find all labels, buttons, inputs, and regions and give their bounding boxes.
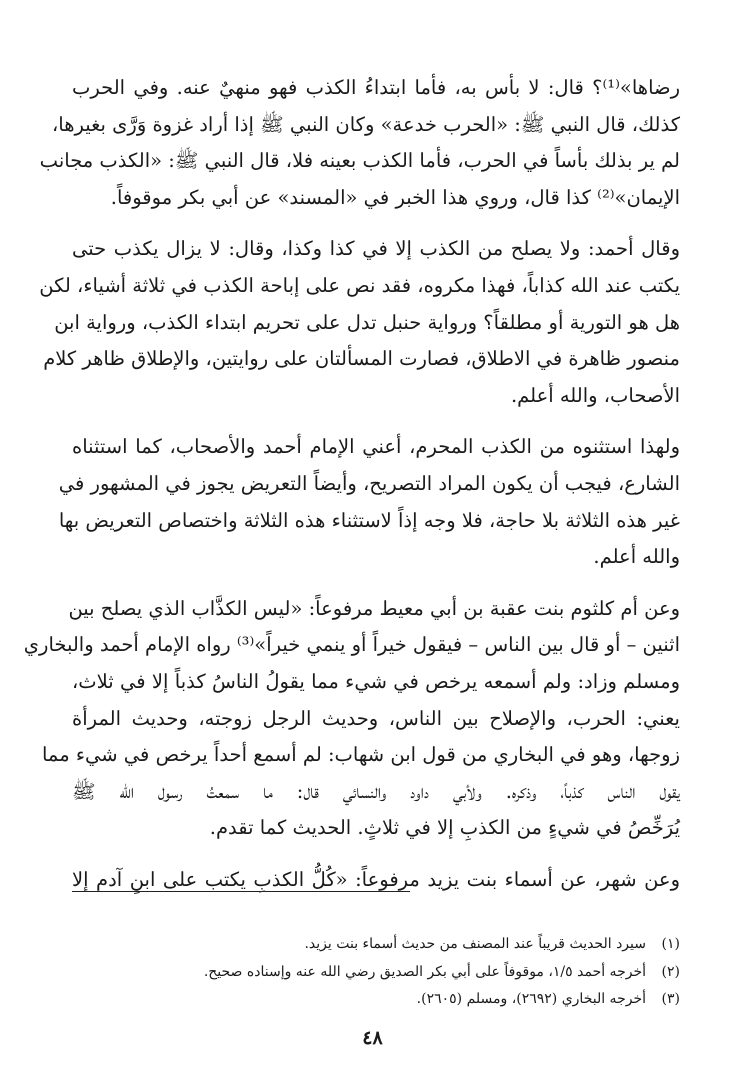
text-line: كذلك، قال النبي ﷺ: «الحرب خدعة» وكان النبي ﷺ إذا أراد غزوة وَرَّى بغيرها، <box>51 112 680 136</box>
text-line: الشارع، فيجب أن يكون المراد التصريح، وأيضاً التعريض يجوز في المشهور في <box>58 471 680 495</box>
footnote-number: (٢) <box>661 963 680 980</box>
footnote-number: (١) <box>661 936 680 952</box>
footnote-item <box>72 986 680 1014</box>
paragraph-4 <box>23 591 680 847</box>
paragraph-2 <box>39 231 680 414</box>
footnote-item <box>72 959 680 987</box>
text-line: غير هذه الثلاثة بلا حاجة، فلا وجه إذاً لاستثناء هذه الثلاثة واختصاص التعريض بها <box>58 508 680 532</box>
text-line: وعن شهر، عن أسماء بنت يزيد مرفوعاً: «كُلُّ الكذبِ يكتب على ابنِ آدم إلا <box>72 867 680 891</box>
text-line: زوجها، وهو في البخاري من قول ابن شهاب: لم أسمع أحداً يرخص في شيء مما <box>41 743 680 767</box>
page-number: ٤٨ <box>362 1027 383 1049</box>
text-line: الأصحاب، والله أعلم. <box>510 383 680 407</box>
text-line: رضاها»⁽¹⁾؟ قال: لا بأس به، فأما ابتداءُ الكذب فهو منهيٌ عنه. وفي الحرب <box>72 76 680 99</box>
footnote-number: (٣) <box>661 991 680 1008</box>
text-line: ولهذا استثنوه من الكذب المحرم، أعني الإمام أحمد والأصحاب، كما استثناه <box>72 435 680 459</box>
footnote-text: سيرد الحديث قريباً عند المصنف من حديث أسماء بنت يزيد. <box>304 936 646 952</box>
text-line: هل هو التورية أو مطلقاً؟ ورواية حنبل تدل على تحريم ابتداء الكذب، ورواية ابن <box>54 310 680 334</box>
paragraph-3 <box>58 429 680 575</box>
text-line: ومسلم وزاد: ولم أسمعه يرخص في شيء مما يقولُ الناسُ كذباً إلا في ثلاث، <box>72 669 680 693</box>
text-line: لم ير بذلك بأساً في الحرب، فأما الكذب بعينه فلا، قال النبي ﷺ: «الكذب مجانب <box>39 149 680 173</box>
text-line: وقال أحمد: ولا يصلح من الكذب إلا في كذا وكذا، وقال: لا يزال يكذب حتى <box>72 237 680 261</box>
footnote-separator <box>72 891 410 892</box>
footnote-text: أخرجه أحمد ١/٥، موقوفاً على أبي بكر الصديق رضي الله عنه وإسناده صحيح. <box>203 963 646 980</box>
text-line: الإيمان»⁽²⁾ كذا قال، وروي هذا الخبر في «المسند» عن أبي بكر موقوفاً. <box>110 185 680 209</box>
footnotes <box>72 931 680 1014</box>
paragraph-5 <box>72 862 680 899</box>
text-line: يكتب عند الله كذاباً، فهذا مكروه، فقد نص على إباحة الكذب في ثلاثة أشياء، لكن <box>39 273 680 297</box>
text-line: اثنين – أو قال بين الناس – فيقول خيراً أو ينمي خيراً»⁽³⁾ رواه الإمام أحمد والبخاري <box>23 633 680 657</box>
footnote-item <box>72 931 680 959</box>
text-line: والله أعلم. <box>593 545 680 569</box>
text-line: منصور ظاهرة في الاطلاق، فصارت المسألتان على روايتين، والإطلاق ظاهر كلام <box>43 347 680 371</box>
footnote-text: أخرجه البخاري (٢٦٩٢)، ومسلم (٢٦٠٥). <box>416 991 646 1008</box>
text-line: وعن أم كلثوم بنت عقبة بن أبي معيط مرفوعاً: «ليس الكذَّاب الذي يصلح بين <box>68 596 680 620</box>
page-body <box>23 70 680 913</box>
paragraph-1 <box>39 70 680 216</box>
text-line: يقول الناس كذباً، وذكره. ولأبي داود والنسائي قال: ما سمعتُ رسول الله ﷺ <box>72 779 680 803</box>
text-line: يُرَخِّصُ في شيءٍ من الكذبِ إلا في ثلاثٍ. الحديث كما تقدم. <box>209 816 680 840</box>
text-line: يعني: الحرب، والإصلاح بين الناس، وحديث الرجل زوجته، وحديث المرأة <box>72 706 680 730</box>
